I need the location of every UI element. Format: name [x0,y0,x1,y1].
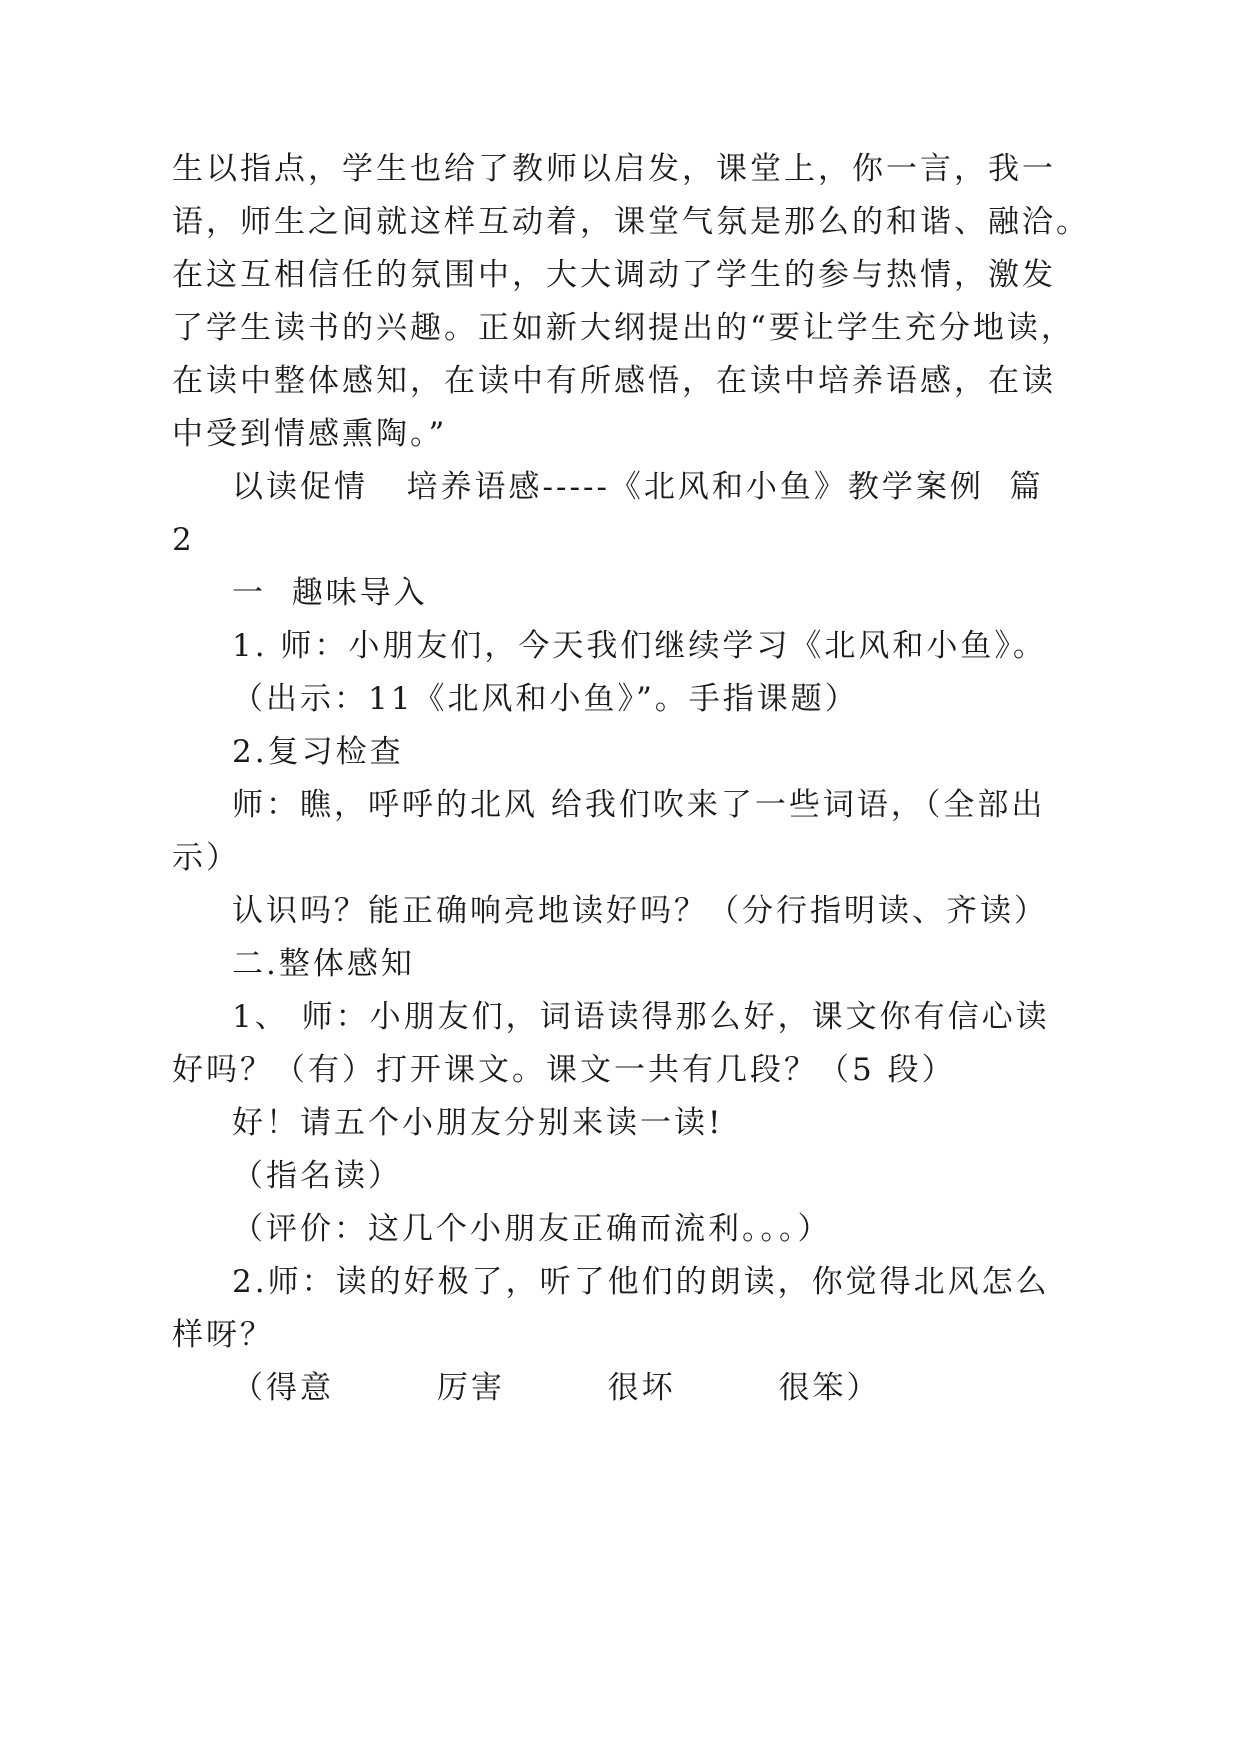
text-line: 示） [172,840,240,876]
text-line: 2.复习检查 [232,734,404,770]
text-line: 在这互相信任的氛围中，大大调动了学生的参与热情，激发 [172,257,1056,293]
text-line: 二.整体感知 [232,946,415,982]
section-heading-continued: 2 [172,522,195,558]
text-line: 认识吗？能正确响亮地读好吗？（分行指明读、齐读） [232,893,1048,929]
text-line: （指名读） [232,1158,402,1194]
text-line: 在读中整体感知，在读中有所感悟，在读中培养语感，在读 [172,363,1056,399]
text-line: （评价：这几个小朋友正确而流利。。。） [232,1211,832,1247]
text-line: 好！请五个小朋友分别来读一读! [232,1105,724,1141]
text-line: （得意 厉害 很坏 很笨） [232,1370,881,1406]
text-line: 生以指点，学生也给了教师以启发，课堂上，你一言，我一 [172,151,1056,187]
text-line: 一 趣味导入 [232,575,428,611]
text-line: 2.师：读的好极了，听了他们的朗读，你觉得北风怎么 [232,1264,1050,1300]
text-line: 好吗？（有）打开课文。课文一共有几段？（5 段） [172,1052,956,1088]
text-line: 了学生读书的兴趣。正如新大纲提出的“要让学生充分地读， [172,310,1075,346]
text-line: 语，师生之间就这样互动着，课堂气氛是那么的和谐、融洽。 [172,204,1090,240]
text-line: 1. 师：小朋友们，今天我们继续学习《北风和小鱼》。 [232,628,1047,664]
text-line: 中受到情感熏陶。” [172,416,448,452]
text-line: 1、 师：小朋友们，词语读得那么好，课文你有信心读 [232,999,1050,1035]
text-line: 样呀？ [172,1317,274,1353]
text-line: 师：瞧，呼呼的北风 给我们吹来了一些词语，（全部出 [232,787,1046,823]
text-line: （出示：11《北风和小鱼》”。手指课题） [232,681,859,717]
section-heading: 以读促情 培养语感-----《北风和小鱼》教学案例 篇 [232,469,1044,505]
